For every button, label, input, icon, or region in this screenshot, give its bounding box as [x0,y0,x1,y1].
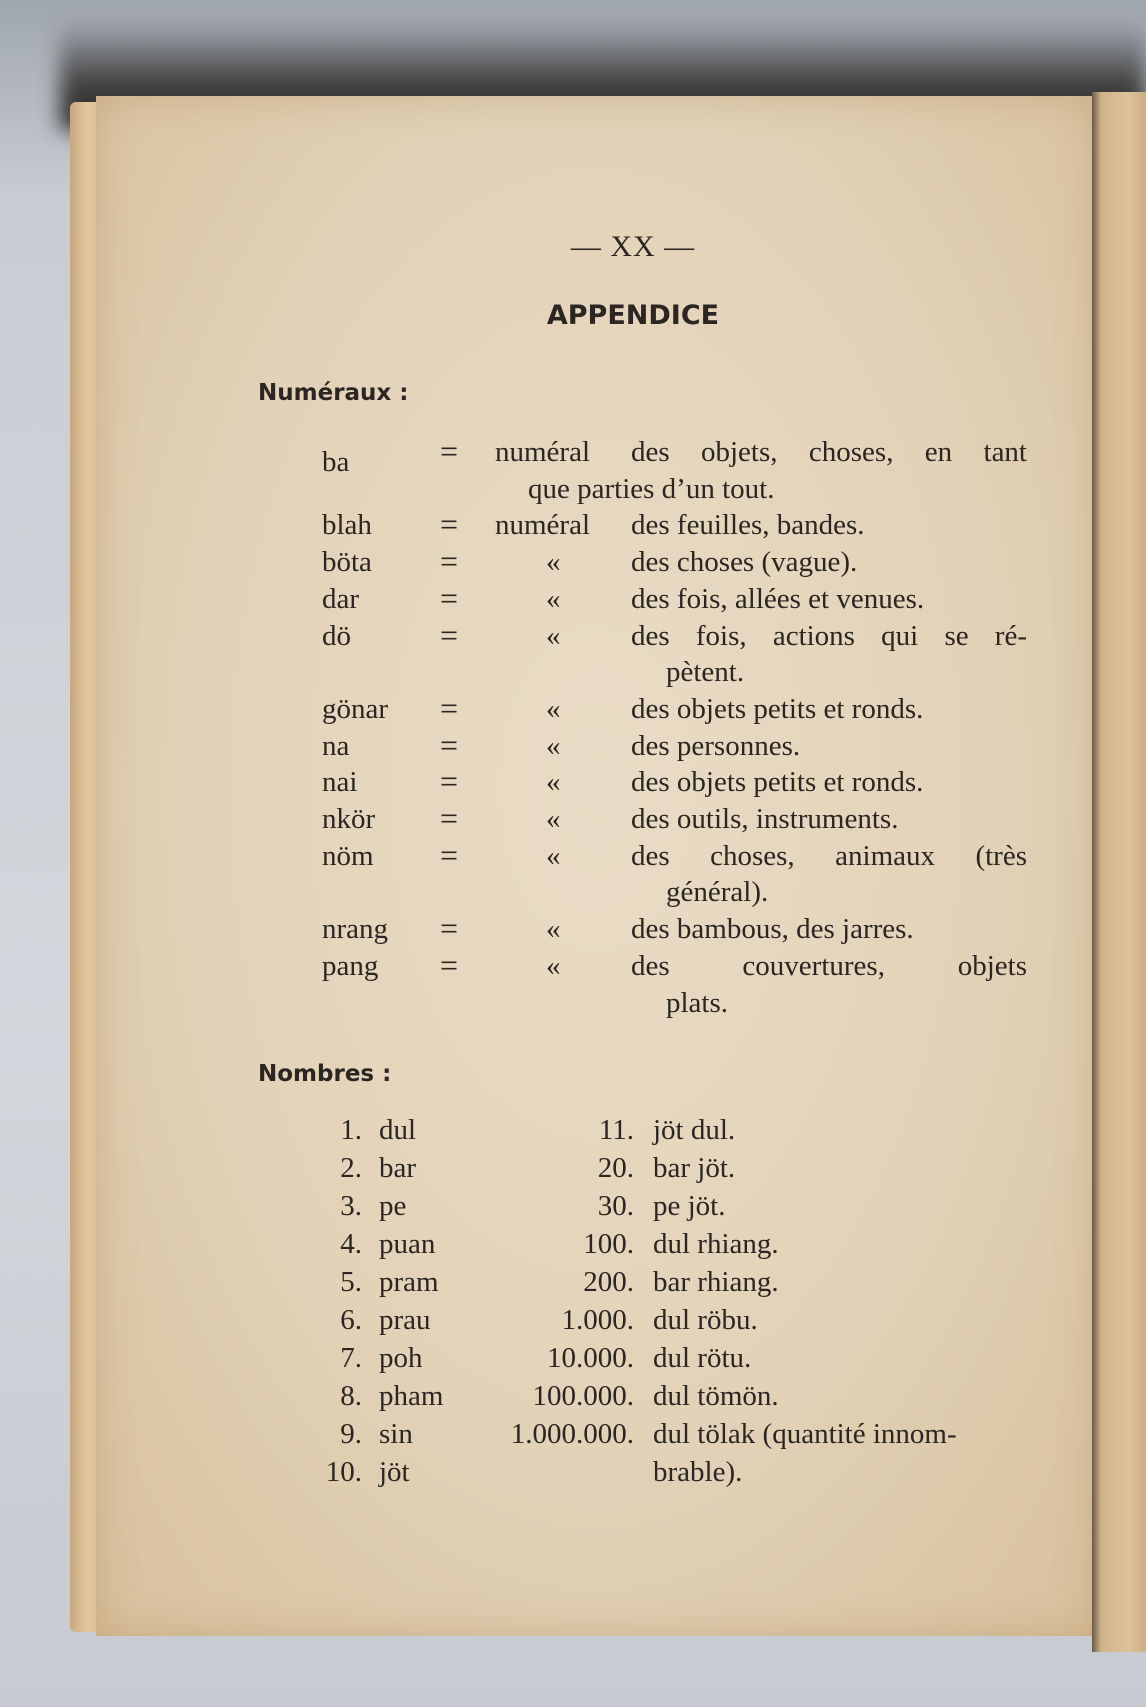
ditto-mark: « [546,693,561,725]
number-word: pham [379,1380,444,1412]
section-heading-numeraux: Numéraux : [258,380,409,406]
number-value: 1.000.000. [510,1418,634,1450]
ditto-mark: « [546,913,561,945]
entry-description: des feuilles, bandes. [631,509,865,541]
number-value-word: brable). [653,1456,743,1488]
number-value: 100. [583,1228,634,1260]
equals-sign: = [440,727,459,763]
entry-description: des outils, instruments. [631,803,899,835]
number-value-word: pe jöt. [653,1190,726,1222]
number-value-word: jöt dul. [653,1114,736,1146]
number-value-word: dul tömön. [653,1380,779,1412]
equals-sign: = [440,947,459,983]
equals-sign: = [440,763,459,799]
number-word: poh [379,1342,423,1374]
equals-sign: = [440,910,459,946]
ditto-mark: « [546,840,561,872]
number-index: 2. [340,1152,362,1184]
entry-description: des personnes. [631,730,801,762]
number-value: 100.000. [532,1380,634,1412]
equals-sign: = [440,690,459,726]
number-index: 5. [340,1266,362,1298]
number-value-word: bar rhiang. [653,1266,779,1298]
number-value-word: dul tölak (quantité innom- [653,1418,957,1450]
number-value-word: bar jöt. [653,1152,736,1184]
equals-sign: = [440,837,459,873]
entry-description: des fois, allées et venues. [631,583,925,615]
ditto-mark: « [546,730,561,762]
entry-word: nöm [322,840,374,872]
equals-sign: = [440,800,459,836]
entry-description-continued: pètent. [666,656,745,688]
equals-sign: = [440,580,459,616]
entry-word: nrang [322,913,389,945]
number-index: 7. [340,1342,362,1374]
equals-sign: = [440,617,459,653]
number-word: prau [379,1304,431,1336]
ditto-mark: « [546,620,561,652]
entry-description-continued: que parties d’un tout. [528,473,775,505]
number-word: jöt [379,1456,410,1488]
page-title: APPENDICE [546,300,720,331]
page-number: — XX — [570,230,696,263]
ditto-mark: « [546,950,561,982]
number-value-word: dul röbu. [653,1304,758,1336]
entry-description: des objets petits et ronds. [631,766,924,798]
number-value: 1.000. [561,1304,634,1336]
number-index: 10. [325,1456,362,1488]
ditto-mark: « [546,546,561,578]
entry-word: gönar [322,693,389,725]
entry-word: ba [322,446,350,478]
entry-prefix: numéral [495,436,591,468]
number-value: 200. [583,1266,634,1298]
ditto-mark: « [546,766,561,798]
entry-description: des choses (vague). [631,546,858,578]
entry-description: des couvertures, objets [631,950,1027,982]
number-index: 6. [340,1304,362,1336]
number-word: puan [379,1228,436,1260]
entry-word: blah [322,509,372,541]
section-heading-nombres: Nombres : [258,1061,392,1087]
number-word: pe [379,1190,407,1222]
entry-word: pang [322,950,379,982]
number-value: 30. [597,1190,634,1222]
number-word: sin [379,1418,413,1450]
number-value-word: dul rhiang. [653,1228,779,1260]
number-word: dul [379,1114,417,1146]
number-word: bar [379,1152,417,1184]
number-index: 9. [340,1418,362,1450]
entry-word: nkör [322,803,376,835]
ditto-mark: « [546,803,561,835]
number-index: 4. [340,1228,362,1260]
entry-description: des objets petits et ronds. [631,693,924,725]
number-value: 10.000. [547,1342,634,1374]
entry-word: dar [322,583,360,615]
entry-description: des bambous, des jarres. [631,913,914,945]
entry-prefix: numéral [495,509,591,541]
entry-description: des choses, animaux (très [631,840,1027,872]
entry-description: des objets, choses, en tant [631,436,1027,468]
entry-word: nai [322,766,358,798]
entry-description-continued: général). [666,876,769,908]
number-index: 8. [340,1380,362,1412]
number-index: 3. [340,1190,362,1222]
entry-word: dö [322,620,351,652]
number-value: 20. [597,1152,634,1184]
number-value: 11. [598,1114,634,1146]
number-index: 1. [340,1114,362,1146]
number-word: pram [379,1266,439,1298]
entry-word: böta [322,546,372,578]
equals-sign: = [440,543,459,579]
number-value-word: dul rötu. [653,1342,752,1374]
ditto-mark: « [546,583,561,615]
entry-description-continued: plats. [666,987,729,1019]
entry-word: na [322,730,350,762]
equals-sign: = [440,506,459,542]
entry-description: des fois, actions qui se ré- [631,620,1027,652]
equals-sign: = [440,433,459,469]
